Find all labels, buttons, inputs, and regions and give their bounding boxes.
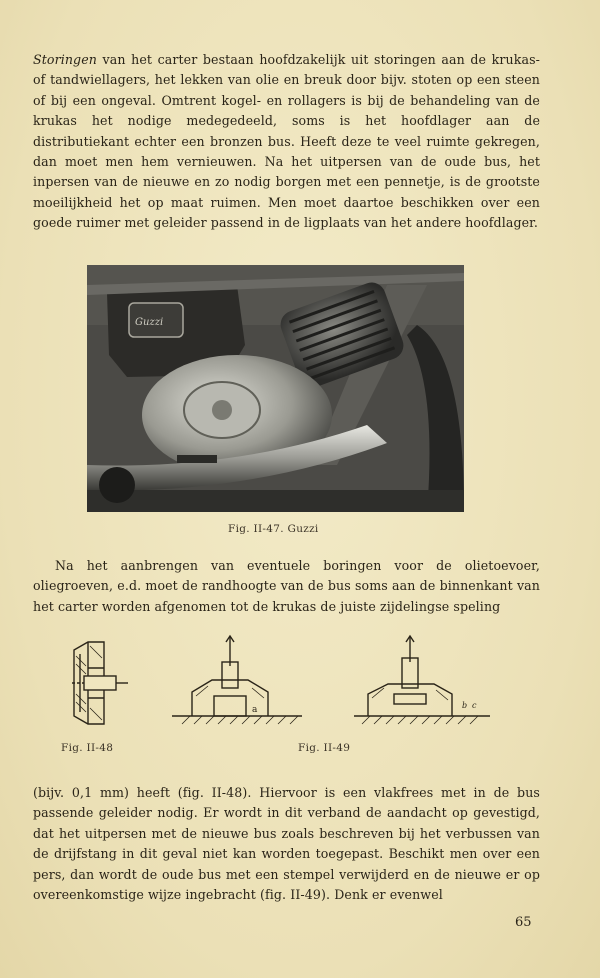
tank-logo-lettering: Guzzi: [135, 317, 164, 328]
paragraph-body: Na het aanbrengen van eventuele boringen voor de olietoevoer, oliegroeven, e.d. moet de randhoogte van de bus soms aan de binnenkant van het carter worden afgenomen tot de krukas de juiste zijdelingse speling: [33, 558, 540, 614]
bushing-press-diagrams: [172, 632, 490, 738]
paragraph-vlakfrees: [33, 783, 540, 905]
diagram-fig-48: [58, 632, 134, 738]
diagram-label-a: a: [252, 705, 258, 715]
figure-caption-47: Fig. II-47. Guzzi: [228, 523, 319, 535]
page-number: 65: [515, 915, 532, 930]
paragraph-body: van het carter bestaan hoofdzakelijk uit storingen aan de krukas- of tandwiellagers, het lekken van olie en breuk door bijv. stoten op een steen of bij een ongeval. Omtrent kogel- en rollagers is bij de behandeling van de krukas het nodige medegedeeld, soms is het hoofdlager aan de distributiekant echter een bronzen bus. Heeft deze te veel ruimte gekregen, dan moet men hem vernieuwen. Na het uitpersen van de oude bus, het inpersen van de nieuwe en zo nodig borgen met een pennetje, is de grootste moeilijkheid het op maat ruimen. Men moet daartoe beschikken over een goede ruimer met geleider passend in de ligplaats van het andere hoofdlager.: [33, 52, 540, 231]
paragraph-body: (bijv. 0,1 mm) heeft (fig. II-48). Hiervoor is een vlakfrees met in de bus passende geleider nodig. Er wordt in dit verband de aandacht op gevestigd, dat het uitpersen met de nieuwe bus zoals beschreven bij het verbussen van de drijfstang in dit geval niet kan worden toegepast. Beschikt men over een pers, dan wordt de oude bus met een stempel verwijderd en de nieuwe er op overeenkomstige wijze ingebracht (fig. II-49). Denk er evenwel: [33, 785, 540, 903]
figure-caption-48: Fig. II-48: [61, 742, 114, 754]
guzzi-engine-photo-drawing: [87, 265, 464, 512]
figure-caption-49: Fig. II-49: [298, 742, 351, 754]
motorcycle-engine-photo: [87, 265, 464, 512]
diagram-fig-49: [172, 632, 490, 738]
paragraph-storingen: [33, 50, 540, 234]
diagram-label-c: c: [472, 701, 477, 710]
diagram-label-b: b: [462, 701, 468, 710]
paragraph-boringen: [33, 556, 540, 617]
bushing-diagram-side: [58, 632, 134, 738]
paragraph-lead-word: Storingen: [33, 52, 97, 67]
